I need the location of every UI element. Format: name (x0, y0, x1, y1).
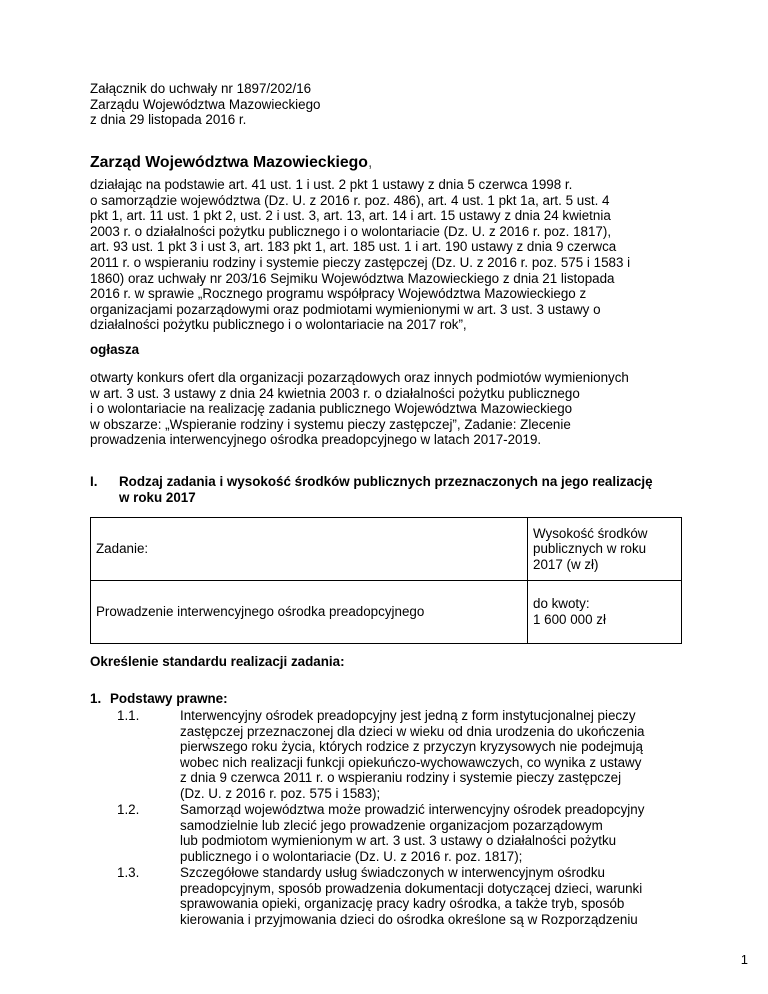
preamble-line: art. 93 ust. 1 pkt 3 i ust 3, art. 183 pkt 1, art. 185 ust. 1 i art. 190 ustawy z dnia 9 czerwca (90, 239, 617, 255)
preamble-line: 2016 r. w sprawie „Rocznego programu współpracy Województwa Mazowieckiego z (90, 286, 587, 302)
preamble-line: pkt 1, art. 11 ust. 1 pkt 2, ust. 2 i ust. 3, art. 13, art. 14 i art. 15 ustawy z dnia 24 kwietnia (90, 208, 611, 224)
table-cell-task: Prowadzenie interwencyjnego ośrodka preadopcyjnego (91, 581, 528, 644)
attachment-header (90, 81, 320, 128)
preamble-line: działalności pożytku publicznego i o wolontariacie na 2017 rok”, (90, 317, 467, 333)
table-cell-amount: do kwoty: 1 600 000 zł (528, 581, 682, 644)
header-line: z dnia 29 listopada 2016 r. (90, 112, 247, 128)
page-number: 1 (740, 952, 748, 967)
list-item-number: 1.1. (117, 708, 140, 723)
contest-line: otwarty konkurs ofert dla organizacji pozarządowych oraz innych podmiotów wymienionych (90, 370, 629, 385)
standard-heading: Określenie standardu realizacji zadania: (90, 654, 345, 669)
legal-preamble (90, 177, 690, 333)
preamble-line: działając na podstawie art. 41 ust. 1 i ust. 2 pkt 1 ustawy z dnia 5 czerwca 1998 r. (90, 177, 573, 192)
list-item-text: Interwencyjny ośrodek preadopcyjny jest jedną z form instytucjonalnej pieczy zastępczej przeznaczonej dla dzieci w wieku od dnia urodzenia do ukończenia pierwszego roku życia, których rodzice z przyczyn kryzysowych nie podejmują wobec nich realizacji funkcji opiekuńczo-wychowawczych, co wynika z ustawy z dnia 9 czerwca 2011 r. o wspieraniu rodziny i systemie pieczy zastępczej (Dz. U. z 2016 r. poz. 575 i 1583); (180, 708, 645, 801)
list-item-number: 1.2. (117, 802, 140, 817)
header-line: Załącznik do uchwały nr 1897/202/16 (90, 81, 312, 96)
section-title: Rodzaj zadania i wysokość środków publicznych przeznaczonych na jego realizację w roku 2017 (119, 474, 653, 505)
table-header-task: Zadanie: (91, 518, 528, 581)
preamble-line: organizacjami pozarządowymi oraz podmiotami wymienionymi w art. 3 ust. 3 ustawy o (90, 301, 601, 317)
contest-description (90, 370, 629, 448)
announces-heading: ogłasza (90, 342, 140, 357)
header-line: Zarządu Województwa Mazowieckiego (90, 96, 321, 112)
list-item-text: Samorząd województwa może prowadzić interwencyjny ośrodek preadopcyjny samodzielnie lub zlecić jego prowadzenie organizacjom pozarządowym lub podmiotom wymienionym w art. 3 ust. 3 ustawy o działalności pożytku publicznego i o wolontariacie (Dz. U. z 2016 r. poz. 1817); (180, 802, 645, 864)
contest-line: i o wolontariacie na realizację zadania publicznego Województwa Mazowieckiego (90, 401, 573, 417)
preamble-line: 1860) oraz uchwały nr 203/16 Sejmiku Województwa Mazowieckiego z dnia 21 listopada (90, 270, 615, 286)
preamble-line: 2011 r. o wspieraniu rodziny i systemie pieczy zastępczej (Dz. U. z 2016 r. poz. 575 i 1583 i (90, 254, 631, 270)
table-header-amount: Wysokość środków publicznych w roku 2017 (w zł) (528, 518, 682, 581)
list-item-text: Szczegółowe standardy usług świadczonych w interwencyjnym ośrodku preadopcyjnym, sposób prowadzenia dokumentacji dotyczącej dzieci, warunki sprawowania opieki, organizację pracy kadry ośrodka, a także tryb, sposób kierowania i przyjmowania dzieci do ośrodka określone są w Rozporządzeniu (180, 865, 643, 927)
legal-basis-heading: 1. Podstawy prawne: (90, 691, 228, 706)
section-number: I. (90, 474, 98, 489)
contest-line: prowadzenia interwencyjnego ośrodka preadopcyjnego w latach 2017-2019. (90, 432, 542, 448)
table-row (91, 518, 682, 581)
preamble-line: o samorządzie województwa (Dz. U. z 2016 r. poz. 486), art. 4 ust. 1 pkt 1a, art. 5 ust. 4 (90, 192, 610, 208)
contest-line: w obszarze: „Wspieranie rodziny i systemu pieczy zastępczej”, Zadanie: Zlecenie (90, 416, 571, 432)
contest-line: w art. 3 ust. 3 ustawy z dnia 24 kwietnia 2003 r. o działalności pożytku publicznego (90, 385, 580, 401)
task-funding-table (90, 517, 682, 644)
organization-title: Zarząd Województwa Mazowieckiego, (90, 154, 373, 171)
table-row (91, 581, 682, 644)
list-item-number: 1.3. (117, 865, 140, 880)
preamble-line: 2003 r. o działalności pożytku publicznego i o wolontariacie (Dz. U. z 2016 r. poz. 1817), (90, 223, 612, 239)
